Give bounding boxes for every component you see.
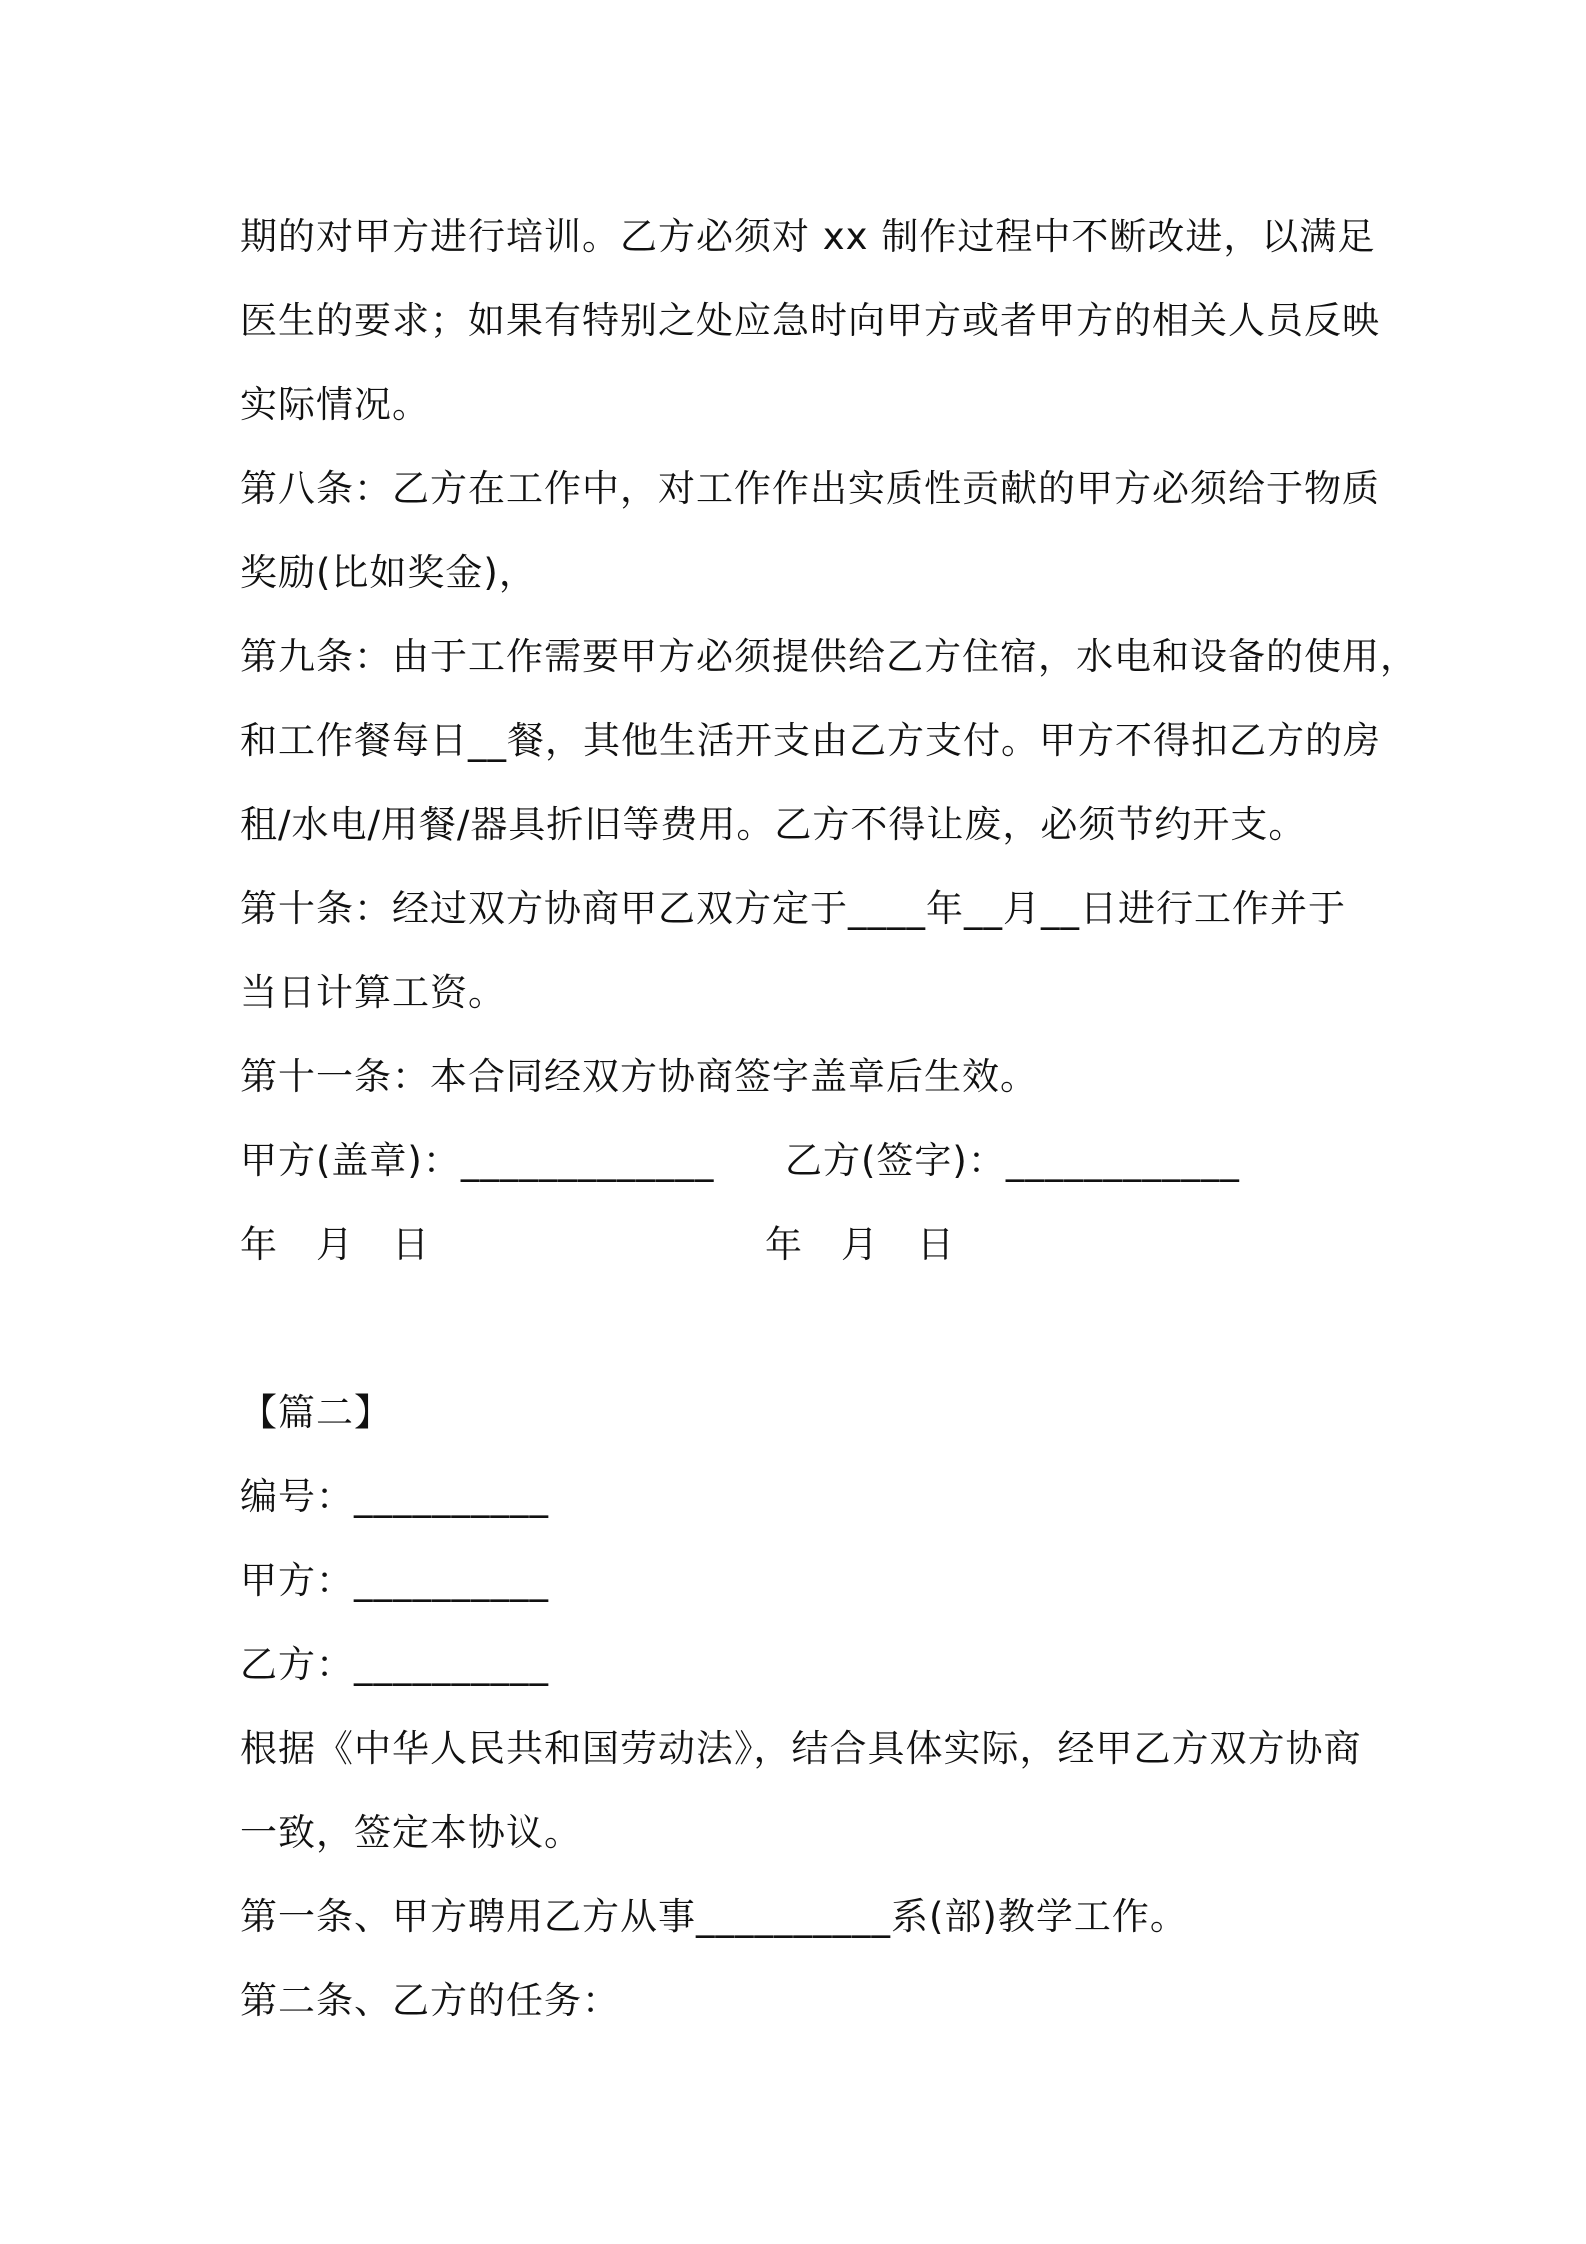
party-a-signature: 甲方(盖章)：_____________ xyxy=(240,1139,715,1182)
text-line: 根据《中华人民共和国劳动法》，结合具体实际，经甲乙方双方协商 xyxy=(240,1727,1362,1770)
text-line: 实际情况。 xyxy=(240,383,430,426)
text-line: 期的对甲方进行培训。乙方必须对 xx 制作过程中不断改进，以满足 xyxy=(240,215,1376,258)
document-body xyxy=(240,195,1418,2043)
party-b-date: 年 月 日 xyxy=(765,1223,955,1266)
text-line: 奖励(比如奖金)， xyxy=(240,551,537,594)
section-title: 【篇二】 xyxy=(240,1391,392,1434)
article-1-line: 第一条、甲方聘用乙方从事__________系(部)教学工作。 xyxy=(240,1895,1188,1938)
text-line: 租/水电/用餐/器具折旧等费用。乙方不得让废，必须节约开支。 xyxy=(240,803,1307,846)
signature-row xyxy=(240,1119,1360,1203)
date-row xyxy=(240,1203,1360,1287)
text-line: 和工作餐每日__餐，其他生活开支由乙方支付。甲方不得扣乙方的房 xyxy=(240,719,1381,762)
article-8-line: 第八条：乙方在工作中，对工作作出实质性贡献的甲方必须给于物质 xyxy=(240,467,1380,510)
article-9-line: 第九条：由于工作需要甲方必须提供给乙方住宿，水电和设备的使用， xyxy=(240,635,1418,678)
text-line: 当日计算工资。 xyxy=(240,971,506,1014)
blank-gap xyxy=(240,1287,1360,1371)
article-2-line: 第二条、乙方的任务： xyxy=(240,1979,620,2022)
party-b-signature: 乙方(签字)：____________ xyxy=(785,1139,1240,1182)
text-line: 一致，签定本协议。 xyxy=(240,1811,582,1854)
article-10-line: 第十条：经过双方协商甲乙双方定于____年__月__日进行工作并于 xyxy=(240,887,1346,930)
party-a-line: 甲方：__________ xyxy=(240,1559,549,1602)
article-11-line: 第十一条：本合同经双方协商签字盖章后生效。 xyxy=(240,1055,1038,1098)
contract-number-line: 编号：__________ xyxy=(240,1475,549,1518)
party-b-line: 乙方：__________ xyxy=(240,1643,549,1686)
party-a-date: 年 月 日 xyxy=(240,1223,430,1266)
text-line: 医生的要求；如果有特别之处应急时向甲方或者甲方的相关人员反映 xyxy=(240,299,1380,342)
